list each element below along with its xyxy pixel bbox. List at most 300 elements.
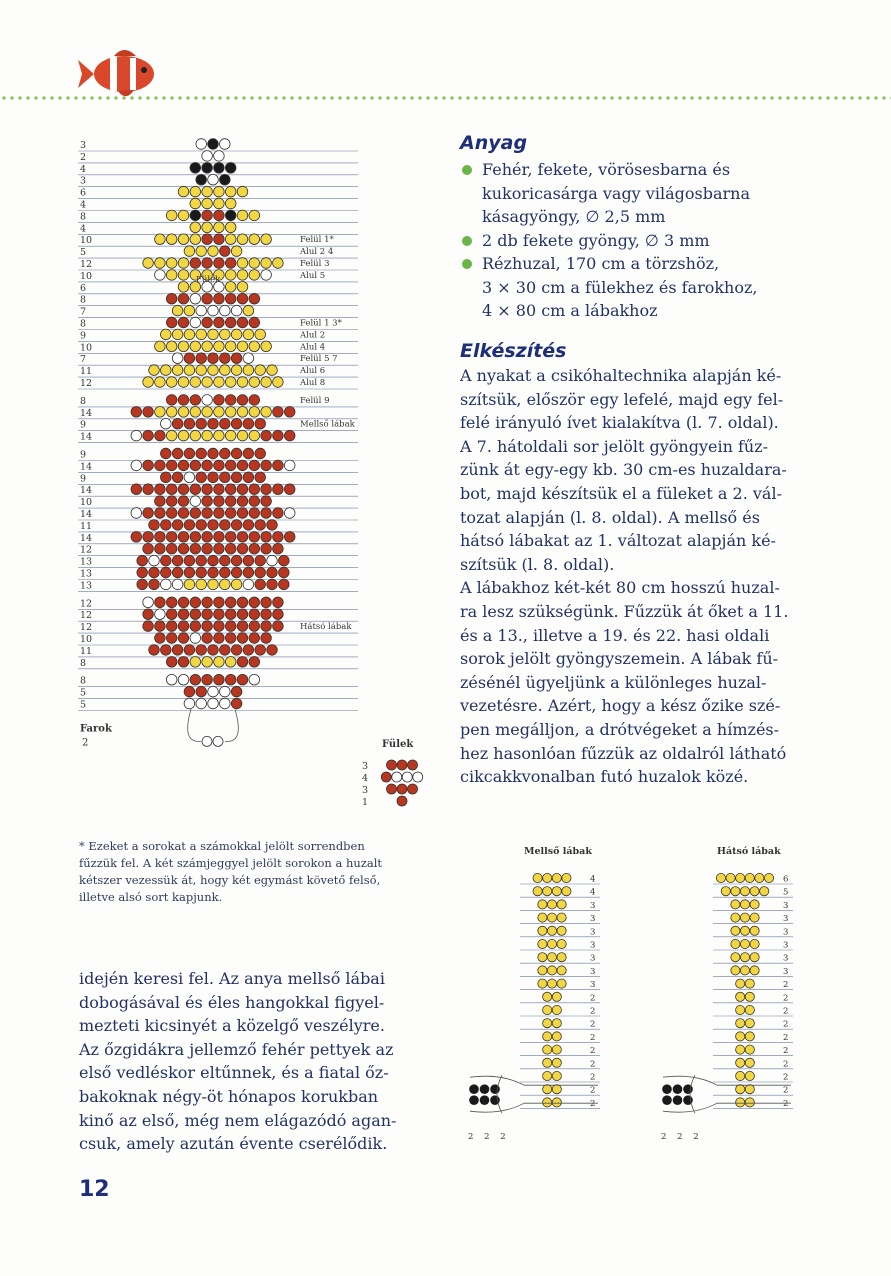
bead bbox=[237, 341, 248, 352]
story-line: mezteti kicsinyét a közelgő veszélyre. bbox=[79, 1016, 385, 1036]
hoof-bead bbox=[480, 1084, 490, 1094]
bead bbox=[736, 873, 745, 882]
bead bbox=[196, 418, 207, 429]
bead bbox=[249, 395, 260, 406]
bead bbox=[249, 532, 260, 543]
chart-row-count: 5 bbox=[80, 687, 87, 699]
bead bbox=[745, 979, 754, 988]
bead bbox=[387, 784, 397, 794]
bead bbox=[750, 913, 759, 922]
bead bbox=[220, 365, 231, 376]
bead bbox=[284, 460, 295, 471]
bead bbox=[178, 633, 189, 644]
bead bbox=[261, 407, 272, 418]
bead bbox=[237, 674, 248, 685]
bead bbox=[214, 210, 225, 221]
bead bbox=[552, 1005, 561, 1014]
bead bbox=[214, 341, 225, 352]
bead bbox=[273, 484, 284, 495]
bead bbox=[543, 1085, 552, 1094]
bead bbox=[745, 1019, 754, 1028]
bead bbox=[178, 395, 189, 406]
hoof-bead bbox=[673, 1095, 683, 1105]
leg-row-count: 2 bbox=[590, 1059, 596, 1070]
instructions-line: A 7. hátoldali sor jelölt gyöngyein fűz- bbox=[460, 436, 769, 456]
footnote-line: illetve alsó sort kapjunk. bbox=[79, 890, 223, 904]
bead bbox=[225, 621, 236, 632]
bead bbox=[178, 621, 189, 632]
bead bbox=[225, 198, 236, 209]
bead bbox=[166, 508, 177, 519]
bead bbox=[557, 926, 566, 935]
story-line: kinő az első, még nem elágazódó agan- bbox=[79, 1110, 397, 1130]
chart-row-note: Alul 6 bbox=[300, 366, 326, 377]
chart-row-count: 11 bbox=[80, 366, 93, 378]
hoof-bead bbox=[469, 1095, 479, 1105]
bead bbox=[538, 913, 547, 922]
bead bbox=[155, 407, 166, 418]
chart-row-count: 8 bbox=[80, 657, 87, 669]
instructions-line: bot, majd készítsük el a füleket a 2. vál- bbox=[460, 483, 782, 503]
bead bbox=[190, 377, 201, 388]
bead bbox=[208, 472, 219, 483]
chart-row-count: 14 bbox=[80, 532, 93, 544]
bead bbox=[225, 543, 236, 554]
bead bbox=[131, 532, 142, 543]
bead bbox=[557, 913, 566, 922]
bead bbox=[214, 407, 225, 418]
bead bbox=[231, 353, 242, 364]
bead bbox=[155, 597, 166, 608]
bead bbox=[740, 913, 749, 922]
bead bbox=[225, 597, 236, 608]
bead bbox=[190, 395, 201, 406]
bead bbox=[750, 900, 759, 909]
bead bbox=[225, 395, 236, 406]
bead bbox=[397, 784, 407, 794]
bead bbox=[249, 341, 260, 352]
bead bbox=[220, 418, 231, 429]
bead bbox=[237, 657, 248, 668]
bead bbox=[764, 873, 773, 882]
hoof-label: 2 2 2 bbox=[468, 1132, 510, 1143]
bead bbox=[237, 508, 248, 519]
chart-row-count: 13 bbox=[80, 580, 93, 592]
chart-row-count: 13 bbox=[80, 556, 93, 568]
bead bbox=[726, 873, 735, 882]
leg-row-count: 3 bbox=[783, 940, 789, 951]
bead bbox=[155, 484, 166, 495]
bead bbox=[184, 365, 195, 376]
materials-item bbox=[460, 252, 880, 323]
bead bbox=[202, 484, 213, 495]
bead bbox=[220, 329, 231, 340]
leg-row-count: 2 bbox=[783, 1046, 789, 1057]
bead bbox=[190, 234, 201, 245]
ears-bead-chart bbox=[352, 735, 442, 815]
chart-row-note: Felül 1 3* bbox=[300, 318, 342, 329]
chart-row-count: 8 bbox=[80, 211, 87, 223]
bead bbox=[220, 698, 231, 709]
bead bbox=[190, 657, 201, 668]
bead bbox=[161, 448, 172, 459]
bead bbox=[166, 210, 177, 221]
chart-row-count: 4 bbox=[80, 199, 87, 211]
bead bbox=[166, 532, 177, 543]
chart-row-count: 14 bbox=[80, 509, 93, 520]
bead bbox=[552, 887, 561, 896]
bead bbox=[166, 377, 177, 388]
bead bbox=[736, 1045, 745, 1054]
chart-row-note: Felül 5 7 bbox=[300, 354, 338, 365]
bead bbox=[273, 543, 284, 554]
bead bbox=[149, 645, 160, 656]
bead bbox=[408, 760, 418, 770]
bead bbox=[538, 926, 547, 935]
leg-row-count: 3 bbox=[783, 914, 789, 925]
bead bbox=[166, 270, 177, 281]
bead bbox=[143, 597, 154, 608]
bead bbox=[231, 418, 242, 429]
bead bbox=[214, 186, 225, 197]
bead bbox=[214, 543, 225, 554]
chart-row-count: 14 bbox=[80, 485, 93, 497]
bead bbox=[249, 597, 260, 608]
chart-row-count: 10 bbox=[80, 235, 93, 247]
bead bbox=[161, 472, 172, 483]
bead bbox=[131, 508, 142, 519]
materials-item bbox=[460, 158, 880, 229]
bead bbox=[543, 887, 552, 896]
materials-line: Fehér, fekete, vörösesbarna és bbox=[482, 160, 731, 179]
bead bbox=[178, 210, 189, 221]
bead bbox=[143, 407, 154, 418]
bead bbox=[760, 887, 769, 896]
bead bbox=[284, 407, 295, 418]
bead bbox=[214, 674, 225, 685]
bead bbox=[279, 567, 290, 578]
bead bbox=[208, 139, 219, 150]
bead bbox=[155, 270, 166, 281]
bead bbox=[547, 939, 556, 948]
bead bbox=[190, 317, 201, 328]
bead bbox=[178, 484, 189, 495]
bead bbox=[231, 579, 242, 590]
bead bbox=[249, 377, 260, 388]
bead bbox=[208, 686, 219, 697]
bead bbox=[231, 246, 242, 257]
bead bbox=[131, 484, 142, 495]
bead bbox=[161, 645, 172, 656]
bead bbox=[750, 926, 759, 935]
bead bbox=[225, 163, 236, 174]
bead bbox=[208, 305, 219, 316]
bead bbox=[190, 407, 201, 418]
bead bbox=[178, 609, 189, 620]
bead bbox=[543, 1098, 552, 1107]
leg-row-count: 3 bbox=[590, 966, 596, 977]
bead bbox=[178, 258, 189, 269]
bead bbox=[196, 645, 207, 656]
bead bbox=[261, 270, 272, 281]
bead bbox=[538, 966, 547, 975]
bead bbox=[220, 520, 231, 531]
bead bbox=[557, 953, 566, 962]
bead bbox=[255, 555, 266, 566]
leg-row-count: 4 bbox=[590, 887, 596, 898]
bead bbox=[166, 407, 177, 418]
bead bbox=[731, 926, 740, 935]
bead bbox=[267, 365, 278, 376]
bead bbox=[202, 222, 213, 233]
bead bbox=[137, 579, 148, 590]
bead bbox=[202, 293, 213, 304]
bead bbox=[736, 979, 745, 988]
chart-row-count: 12 bbox=[80, 259, 93, 270]
leg-row-count: 3 bbox=[783, 953, 789, 964]
chart-row-count: 5 bbox=[80, 247, 87, 259]
chart-row-note: Felül 3 bbox=[300, 259, 330, 269]
hoof-bead bbox=[480, 1095, 490, 1105]
bead bbox=[225, 609, 236, 620]
chart-row-note: Alul 5 bbox=[300, 270, 326, 281]
bead bbox=[208, 520, 219, 531]
bead bbox=[231, 686, 242, 697]
bead bbox=[214, 163, 225, 174]
bead bbox=[155, 543, 166, 554]
bead bbox=[184, 579, 195, 590]
chart-row-count: 9 bbox=[80, 419, 87, 431]
bead bbox=[231, 448, 242, 459]
bead bbox=[731, 953, 740, 962]
bead bbox=[255, 418, 266, 429]
bead bbox=[155, 234, 166, 245]
bead bbox=[208, 448, 219, 459]
hoof-label: 2 2 2 bbox=[661, 1132, 703, 1143]
chart-row-count: 14 bbox=[80, 407, 93, 419]
bead bbox=[184, 520, 195, 531]
bead bbox=[225, 496, 236, 507]
leg-row-count: 2 bbox=[590, 1046, 596, 1057]
bead bbox=[196, 520, 207, 531]
bead bbox=[231, 305, 242, 316]
bead bbox=[214, 532, 225, 543]
bead bbox=[740, 900, 749, 909]
tail-label: Farok bbox=[80, 723, 112, 735]
bead bbox=[284, 484, 295, 495]
bead bbox=[190, 508, 201, 519]
chart-row-note: Alul 2 bbox=[300, 330, 326, 341]
bead bbox=[538, 900, 547, 909]
leg-row-count: 2 bbox=[590, 1085, 596, 1096]
bead bbox=[178, 597, 189, 608]
bead bbox=[231, 472, 242, 483]
bead bbox=[716, 873, 725, 882]
bead bbox=[202, 407, 213, 418]
bead bbox=[750, 966, 759, 975]
bead bbox=[220, 139, 231, 150]
bead bbox=[261, 341, 272, 352]
bead bbox=[543, 1005, 552, 1014]
footnote-line: * Ezeket a sorokat a számokkal jelölt sorrendben bbox=[79, 839, 365, 853]
instructions-line: szítsük (l. 8. oldal). bbox=[460, 554, 615, 574]
bead bbox=[202, 163, 213, 174]
chart-row-count: 6 bbox=[80, 282, 87, 294]
bead bbox=[249, 657, 260, 668]
chart-row-count: 11 bbox=[80, 520, 93, 532]
bead bbox=[397, 796, 407, 806]
bead bbox=[166, 341, 177, 352]
leg-row-count: 3 bbox=[590, 927, 596, 938]
bead bbox=[166, 543, 177, 554]
bead bbox=[184, 329, 195, 340]
bead bbox=[261, 621, 272, 632]
bead bbox=[267, 520, 278, 531]
bead bbox=[231, 645, 242, 656]
bead bbox=[261, 258, 272, 269]
bead bbox=[261, 508, 272, 519]
bead bbox=[237, 484, 248, 495]
bead bbox=[190, 222, 201, 233]
chart-row-count: 8 bbox=[80, 395, 87, 407]
instructions-line: hátsó lábakat az 1. változat alapján ké- bbox=[460, 531, 776, 551]
bead bbox=[155, 341, 166, 352]
bead bbox=[202, 508, 213, 519]
chart-row-note: Alul 2 4 bbox=[300, 247, 334, 258]
bead bbox=[155, 633, 166, 644]
bead bbox=[231, 520, 242, 531]
chart-row-count: 12 bbox=[80, 598, 93, 610]
bead bbox=[161, 329, 172, 340]
bead bbox=[202, 609, 213, 620]
instructions-line: vezetésre. Azért, hogy a kész őzike szé- bbox=[460, 696, 781, 716]
ears-row-count: 3 bbox=[362, 761, 369, 772]
bead bbox=[143, 377, 154, 388]
bead bbox=[225, 270, 236, 281]
tail-wire bbox=[188, 709, 201, 741]
bead bbox=[196, 686, 207, 697]
bead bbox=[225, 407, 236, 418]
bead bbox=[214, 621, 225, 632]
bead bbox=[237, 407, 248, 418]
bead bbox=[392, 772, 402, 782]
bead bbox=[172, 353, 183, 364]
bead bbox=[413, 772, 423, 782]
ears-title: Fülek bbox=[382, 739, 414, 750]
bead bbox=[155, 508, 166, 519]
bead bbox=[543, 1058, 552, 1067]
bead bbox=[243, 418, 254, 429]
bead bbox=[214, 377, 225, 388]
bead bbox=[143, 484, 154, 495]
chart-row-count: 12 bbox=[80, 622, 93, 634]
chart-row-count: 8 bbox=[80, 318, 87, 330]
bead bbox=[190, 597, 201, 608]
bead bbox=[143, 258, 154, 269]
bead bbox=[225, 460, 236, 471]
bead bbox=[543, 1045, 552, 1054]
bead bbox=[243, 305, 254, 316]
leg-wire bbox=[497, 1075, 502, 1113]
bead bbox=[172, 579, 183, 590]
bead bbox=[745, 1085, 754, 1094]
bead bbox=[208, 579, 219, 590]
chart-row-count: 14 bbox=[80, 461, 93, 473]
chart-row-count: 10 bbox=[80, 634, 93, 645]
bead bbox=[237, 234, 248, 245]
bead bbox=[178, 234, 189, 245]
bead bbox=[547, 966, 556, 975]
hoof-bead bbox=[662, 1095, 672, 1105]
bead bbox=[745, 1032, 754, 1041]
bead bbox=[750, 887, 759, 896]
bead bbox=[196, 353, 207, 364]
bead bbox=[131, 460, 142, 471]
bead bbox=[149, 579, 160, 590]
bead bbox=[243, 353, 254, 364]
leg-row-count: 2 bbox=[590, 1072, 596, 1083]
leg-row-count: 2 bbox=[783, 1006, 789, 1017]
bead bbox=[731, 887, 740, 896]
bead bbox=[202, 674, 213, 685]
bead bbox=[243, 645, 254, 656]
chart-row-count: 8 bbox=[80, 675, 87, 687]
bead bbox=[237, 621, 248, 632]
instructions-line: ra lesz szükségünk. Fűzzük át őket a 11. bbox=[460, 601, 789, 621]
bead bbox=[225, 674, 236, 685]
main-bead-chart bbox=[72, 130, 402, 820]
bead bbox=[736, 1019, 745, 1028]
bead bbox=[255, 472, 266, 483]
bead bbox=[184, 246, 195, 257]
chart-row-count: 6 bbox=[80, 187, 87, 199]
bead bbox=[552, 1019, 561, 1028]
bead bbox=[261, 460, 272, 471]
bead bbox=[225, 633, 236, 644]
bead bbox=[231, 567, 242, 578]
ear-position-label: Fülek bbox=[196, 275, 221, 285]
bead bbox=[143, 430, 154, 441]
bead bbox=[178, 674, 189, 685]
chart-row-count: 5 bbox=[80, 699, 87, 711]
bead bbox=[161, 418, 172, 429]
bead bbox=[745, 1098, 754, 1107]
chart-row-count: 12 bbox=[80, 544, 93, 556]
bead bbox=[149, 365, 160, 376]
bead bbox=[166, 657, 177, 668]
story-line: dobogásával és éles hangokkal figyel- bbox=[79, 992, 385, 1012]
leg-row-count: 2 bbox=[783, 993, 789, 1004]
story-line: idején keresi fel. Az anya mellső lábai bbox=[79, 969, 385, 988]
leg-wire bbox=[690, 1075, 695, 1113]
bead bbox=[208, 645, 219, 656]
hoof-bead bbox=[662, 1084, 672, 1094]
bead bbox=[538, 939, 547, 948]
bead bbox=[202, 430, 213, 441]
story-line: bakoknak négy-öt hónapos korukban bbox=[79, 1086, 379, 1106]
bead bbox=[225, 293, 236, 304]
chart-row-note: Felül 1* bbox=[300, 235, 334, 246]
bead bbox=[552, 992, 561, 1001]
bead bbox=[166, 633, 177, 644]
bead bbox=[220, 472, 231, 483]
bead bbox=[214, 508, 225, 519]
bead bbox=[137, 555, 148, 566]
materials-line: kukoricasárga vagy világosbarna bbox=[482, 183, 750, 203]
bead bbox=[166, 430, 177, 441]
bead bbox=[225, 222, 236, 233]
bead bbox=[225, 484, 236, 495]
